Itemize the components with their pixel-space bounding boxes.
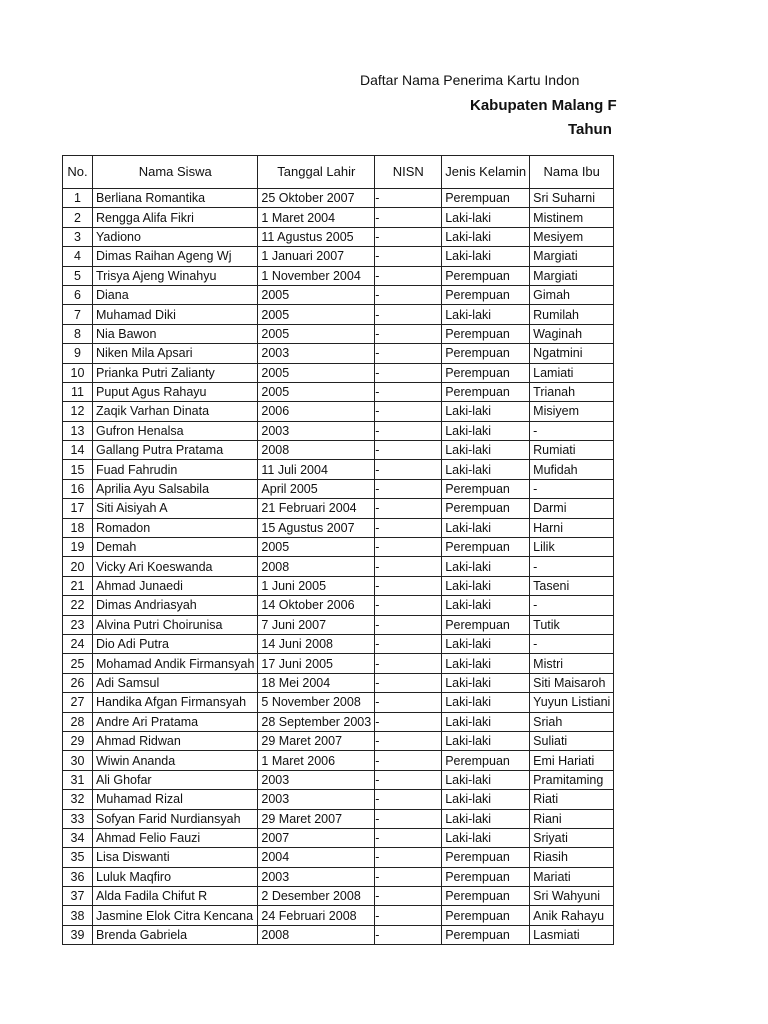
table-row	[63, 285, 614, 304]
row-number: 1	[63, 189, 93, 208]
table-row	[63, 673, 614, 692]
row-number: 33	[63, 809, 93, 828]
row-number: 13	[63, 421, 93, 440]
nama-siswa-cell: Yadiono	[93, 227, 258, 246]
nama-ibu-cell: Gimah	[530, 285, 614, 304]
nama-ibu-cell: Mariati	[530, 867, 614, 886]
nama-ibu-cell: Suliati	[530, 731, 614, 750]
nisn-cell: -	[375, 925, 442, 944]
jenis-kelamin-cell: Perempuan	[442, 363, 530, 382]
jenis-kelamin-cell: Laki-laki	[442, 421, 530, 440]
row-number: 8	[63, 324, 93, 343]
nisn-cell: -	[375, 557, 442, 576]
tanggal-lahir-cell: 2005	[258, 324, 375, 343]
tanggal-lahir-cell: 2003	[258, 344, 375, 363]
nama-siswa-cell: Brenda Gabriela	[93, 925, 258, 944]
row-number: 28	[63, 712, 93, 731]
row-number: 36	[63, 867, 93, 886]
tanggal-lahir-cell: 2003	[258, 790, 375, 809]
nama-ibu-cell: Ngatmini	[530, 344, 614, 363]
table-row	[63, 460, 614, 479]
nama-siswa-cell: Demah	[93, 538, 258, 557]
tanggal-lahir-cell: 24 Februari 2008	[258, 906, 375, 925]
nisn-cell: -	[375, 363, 442, 382]
table-row	[63, 441, 614, 460]
table-row	[63, 770, 614, 789]
tanggal-lahir-cell: 15 Agustus 2007	[258, 518, 375, 537]
column-header-no: No.	[63, 156, 93, 189]
tanggal-lahir-cell: 2008	[258, 441, 375, 460]
row-number: 27	[63, 693, 93, 712]
row-number: 37	[63, 887, 93, 906]
nisn-cell: -	[375, 247, 442, 266]
nisn-cell: -	[375, 189, 442, 208]
nisn-cell: -	[375, 460, 442, 479]
tanggal-lahir-cell: 2005	[258, 285, 375, 304]
nama-ibu-cell: Siti Maisaroh	[530, 673, 614, 692]
nama-ibu-cell: Riani	[530, 809, 614, 828]
tanggal-lahir-cell: 21 Februari 2004	[258, 499, 375, 518]
row-number: 12	[63, 402, 93, 421]
jenis-kelamin-cell: Perempuan	[442, 751, 530, 770]
nama-siswa-cell: Wiwin Ananda	[93, 751, 258, 770]
nama-siswa-cell: Aprilia Ayu Salsabila	[93, 479, 258, 498]
tanggal-lahir-cell: 2008	[258, 557, 375, 576]
jenis-kelamin-cell: Perempuan	[442, 479, 530, 498]
nisn-cell: -	[375, 770, 442, 789]
table-row	[63, 402, 614, 421]
tanggal-lahir-cell: 2 Desember 2008	[258, 887, 375, 906]
table-row	[63, 363, 614, 382]
row-number: 34	[63, 828, 93, 847]
jenis-kelamin-cell: Laki-laki	[442, 673, 530, 692]
nama-siswa-cell: Ali Ghofar	[93, 770, 258, 789]
tanggal-lahir-cell: 2003	[258, 867, 375, 886]
table-row	[63, 790, 614, 809]
nisn-cell: -	[375, 887, 442, 906]
jenis-kelamin-cell: Perempuan	[442, 887, 530, 906]
jenis-kelamin-cell: Laki-laki	[442, 828, 530, 847]
nama-siswa-cell: Andre Ari Pratama	[93, 712, 258, 731]
table-row	[63, 305, 614, 324]
nisn-cell: -	[375, 402, 442, 421]
nisn-cell: -	[375, 906, 442, 925]
nama-ibu-cell: Sriah	[530, 712, 614, 731]
table-body	[63, 189, 614, 945]
table-row	[63, 557, 614, 576]
jenis-kelamin-cell: Perempuan	[442, 266, 530, 285]
nama-siswa-cell: Dimas Raihan Ageng Wj	[93, 247, 258, 266]
nama-ibu-cell: Rumilah	[530, 305, 614, 324]
column-header-nisn: NISN	[375, 156, 442, 189]
jenis-kelamin-cell: Perempuan	[442, 344, 530, 363]
tanggal-lahir-cell: 2005	[258, 363, 375, 382]
nama-ibu-cell: Pramitaming	[530, 770, 614, 789]
nama-ibu-cell: Lamiati	[530, 363, 614, 382]
nama-ibu-cell: Misiyem	[530, 402, 614, 421]
tanggal-lahir-cell: 29 Maret 2007	[258, 809, 375, 828]
tanggal-lahir-cell: 1 Januari 2007	[258, 247, 375, 266]
tanggal-lahir-cell: 17 Juni 2005	[258, 654, 375, 673]
tanggal-lahir-cell: 1 November 2004	[258, 266, 375, 285]
nama-siswa-cell: Mohamad Andik Firmansyah	[93, 654, 258, 673]
nisn-cell: -	[375, 848, 442, 867]
row-number: 5	[63, 266, 93, 285]
tanggal-lahir-cell: 11 Agustus 2005	[258, 227, 375, 246]
nama-siswa-cell: Berliana Romantika	[93, 189, 258, 208]
nama-ibu-cell: Darmi	[530, 499, 614, 518]
nisn-cell: -	[375, 421, 442, 440]
nama-siswa-cell: Ahmad Felio Fauzi	[93, 828, 258, 847]
table-row	[63, 887, 614, 906]
nama-ibu-cell: -	[530, 421, 614, 440]
tanggal-lahir-cell: 14 Oktober 2006	[258, 596, 375, 615]
nama-siswa-cell: Jasmine Elok Citra Kencana	[93, 906, 258, 925]
tanggal-lahir-cell: 5 November 2008	[258, 693, 375, 712]
row-number: 9	[63, 344, 93, 363]
nama-ibu-cell: Mistinem	[530, 208, 614, 227]
jenis-kelamin-cell: Laki-laki	[442, 305, 530, 324]
nama-siswa-cell: Niken Mila Apsari	[93, 344, 258, 363]
tanggal-lahir-cell: 28 September 2003	[258, 712, 375, 731]
nama-siswa-cell: Fuad Fahrudin	[93, 460, 258, 479]
table-row	[63, 654, 614, 673]
nama-siswa-cell: Puput Agus Rahayu	[93, 382, 258, 401]
jenis-kelamin-cell: Perempuan	[442, 285, 530, 304]
jenis-kelamin-cell: Laki-laki	[442, 731, 530, 750]
tanggal-lahir-cell: 11 Juli 2004	[258, 460, 375, 479]
nama-siswa-cell: Dio Adi Putra	[93, 634, 258, 653]
jenis-kelamin-cell: Perempuan	[442, 189, 530, 208]
nama-ibu-cell: Margiati	[530, 266, 614, 285]
nama-ibu-cell: Sri Wahyuni	[530, 887, 614, 906]
nama-ibu-cell: Rumiati	[530, 441, 614, 460]
tanggal-lahir-cell: 2008	[258, 925, 375, 944]
nama-ibu-cell: Yuyun Listiani	[530, 693, 614, 712]
row-number: 10	[63, 363, 93, 382]
nisn-cell: -	[375, 285, 442, 304]
jenis-kelamin-cell: Perempuan	[442, 499, 530, 518]
tanggal-lahir-cell: April 2005	[258, 479, 375, 498]
tanggal-lahir-cell: 1 Maret 2004	[258, 208, 375, 227]
tanggal-lahir-cell: 18 Mei 2004	[258, 673, 375, 692]
tanggal-lahir-cell: 25 Oktober 2007	[258, 189, 375, 208]
nama-ibu-cell: -	[530, 634, 614, 653]
nisn-cell: -	[375, 227, 442, 246]
table-row	[63, 596, 614, 615]
nama-ibu-cell: Taseni	[530, 576, 614, 595]
nama-siswa-cell: Ahmad Ridwan	[93, 731, 258, 750]
jenis-kelamin-cell: Laki-laki	[442, 809, 530, 828]
table-row	[63, 828, 614, 847]
table-row	[63, 925, 614, 944]
row-number: 17	[63, 499, 93, 518]
row-number: 18	[63, 518, 93, 537]
jenis-kelamin-cell: Laki-laki	[442, 712, 530, 731]
nisn-cell: -	[375, 208, 442, 227]
nama-ibu-cell: Harni	[530, 518, 614, 537]
table-row	[63, 324, 614, 343]
row-number: 3	[63, 227, 93, 246]
table-row	[63, 479, 614, 498]
jenis-kelamin-cell: Perempuan	[442, 925, 530, 944]
row-number: 2	[63, 208, 93, 227]
table-row	[63, 247, 614, 266]
nisn-cell: -	[375, 324, 442, 343]
tanggal-lahir-cell: 14 Juni 2008	[258, 634, 375, 653]
nama-siswa-cell: Muhamad Rizal	[93, 790, 258, 809]
row-number: 35	[63, 848, 93, 867]
table-row	[63, 731, 614, 750]
nisn-cell: -	[375, 266, 442, 285]
jenis-kelamin-cell: Laki-laki	[442, 518, 530, 537]
tanggal-lahir-cell: 2004	[258, 848, 375, 867]
table-row	[63, 266, 614, 285]
nama-ibu-cell: -	[530, 479, 614, 498]
nama-siswa-cell: Sofyan Farid Nurdiansyah	[93, 809, 258, 828]
row-number: 38	[63, 906, 93, 925]
nisn-cell: -	[375, 712, 442, 731]
nama-siswa-cell: Handika Afgan Firmansyah	[93, 693, 258, 712]
nama-siswa-cell: Lisa Diswanti	[93, 848, 258, 867]
jenis-kelamin-cell: Perempuan	[442, 615, 530, 634]
tanggal-lahir-cell: 2005	[258, 305, 375, 324]
row-number: 11	[63, 382, 93, 401]
nisn-cell: -	[375, 538, 442, 557]
recipient-table	[62, 155, 614, 945]
column-header-jenis-kelamin: Jenis Kelamin	[442, 156, 530, 189]
nama-ibu-cell: Waginah	[530, 324, 614, 343]
table-row	[63, 809, 614, 828]
jenis-kelamin-cell: Laki-laki	[442, 576, 530, 595]
nisn-cell: -	[375, 596, 442, 615]
nama-ibu-cell: Lasmiati	[530, 925, 614, 944]
nisn-cell: -	[375, 518, 442, 537]
nisn-cell: -	[375, 305, 442, 324]
row-number: 15	[63, 460, 93, 479]
jenis-kelamin-cell: Laki-laki	[442, 693, 530, 712]
nama-siswa-cell: Gufron Henalsa	[93, 421, 258, 440]
jenis-kelamin-cell: Perempuan	[442, 867, 530, 886]
jenis-kelamin-cell: Laki-laki	[442, 247, 530, 266]
nama-siswa-cell: Rengga Alifa Fikri	[93, 208, 258, 227]
nisn-cell: -	[375, 828, 442, 847]
row-number: 24	[63, 634, 93, 653]
jenis-kelamin-cell: Laki-laki	[442, 596, 530, 615]
nama-ibu-cell: -	[530, 596, 614, 615]
row-number: 22	[63, 596, 93, 615]
nama-siswa-cell: Nia Bawon	[93, 324, 258, 343]
table-row	[63, 344, 614, 363]
nama-ibu-cell: Sriyati	[530, 828, 614, 847]
nisn-cell: -	[375, 344, 442, 363]
nisn-cell: -	[375, 654, 442, 673]
nama-ibu-cell: Emi Hariati	[530, 751, 614, 770]
nama-ibu-cell: Mistri	[530, 654, 614, 673]
nisn-cell: -	[375, 441, 442, 460]
table-row	[63, 634, 614, 653]
nama-ibu-cell: Margiati	[530, 247, 614, 266]
table-row	[63, 693, 614, 712]
nama-siswa-cell: Luluk Maqfiro	[93, 867, 258, 886]
row-number: 16	[63, 479, 93, 498]
nama-ibu-cell: Riasih	[530, 848, 614, 867]
nisn-cell: -	[375, 809, 442, 828]
tanggal-lahir-cell: 2007	[258, 828, 375, 847]
column-header-tanggal-lahir: Tanggal Lahir	[258, 156, 375, 189]
nama-siswa-cell: Siti Aisiyah A	[93, 499, 258, 518]
jenis-kelamin-cell: Perempuan	[442, 848, 530, 867]
tanggal-lahir-cell: 2005	[258, 538, 375, 557]
nama-ibu-cell: Trianah	[530, 382, 614, 401]
nisn-cell: -	[375, 790, 442, 809]
nisn-cell: -	[375, 615, 442, 634]
row-number: 19	[63, 538, 93, 557]
jenis-kelamin-cell: Laki-laki	[442, 208, 530, 227]
document-subtitle-year: Tahun	[568, 121, 612, 138]
table-row	[63, 189, 614, 208]
nama-siswa-cell: Diana	[93, 285, 258, 304]
table-row	[63, 906, 614, 925]
nisn-cell: -	[375, 731, 442, 750]
nisn-cell: -	[375, 693, 442, 712]
nisn-cell: -	[375, 479, 442, 498]
tanggal-lahir-cell: 2003	[258, 770, 375, 789]
jenis-kelamin-cell: Laki-laki	[442, 227, 530, 246]
nama-siswa-cell: Adi Samsul	[93, 673, 258, 692]
table-row	[63, 615, 614, 634]
nama-siswa-cell: Alvina Putri Choirunisa	[93, 615, 258, 634]
jenis-kelamin-cell: Perempuan	[442, 382, 530, 401]
jenis-kelamin-cell: Laki-laki	[442, 770, 530, 789]
nama-siswa-cell: Romadon	[93, 518, 258, 537]
nama-siswa-cell: Vicky Ari Koeswanda	[93, 557, 258, 576]
table-row	[63, 538, 614, 557]
row-number: 4	[63, 247, 93, 266]
table-row	[63, 848, 614, 867]
nisn-cell: -	[375, 499, 442, 518]
nama-ibu-cell: Sri Suharni	[530, 189, 614, 208]
nama-ibu-cell: Lilik	[530, 538, 614, 557]
nama-ibu-cell: Mufidah	[530, 460, 614, 479]
row-number: 39	[63, 925, 93, 944]
nisn-cell: -	[375, 576, 442, 595]
nama-siswa-cell: Gallang Putra Pratama	[93, 441, 258, 460]
row-number: 31	[63, 770, 93, 789]
table-row	[63, 751, 614, 770]
row-number: 14	[63, 441, 93, 460]
tanggal-lahir-cell: 7 Juni 2007	[258, 615, 375, 634]
table-row	[63, 227, 614, 246]
tanggal-lahir-cell: 2006	[258, 402, 375, 421]
tanggal-lahir-cell: 1 Juni 2005	[258, 576, 375, 595]
table-row	[63, 499, 614, 518]
tanggal-lahir-cell: 29 Maret 2007	[258, 731, 375, 750]
nama-siswa-cell: Ahmad Junaedi	[93, 576, 258, 595]
nama-siswa-cell: Dimas Andriasyah	[93, 596, 258, 615]
nama-siswa-cell: Alda Fadila Chifut R	[93, 887, 258, 906]
table-row	[63, 518, 614, 537]
tanggal-lahir-cell: 2005	[258, 382, 375, 401]
nama-siswa-cell: Muhamad Diki	[93, 305, 258, 324]
nama-siswa-cell: Prianka Putri Zalianty	[93, 363, 258, 382]
row-number: 20	[63, 557, 93, 576]
nama-ibu-cell: Mesiyem	[530, 227, 614, 246]
nama-ibu-cell: -	[530, 557, 614, 576]
nisn-cell: -	[375, 673, 442, 692]
document-title: Daftar Nama Penerima Kartu Indon	[360, 72, 580, 88]
column-header-nama-ibu: Nama Ibu	[530, 156, 614, 189]
row-number: 29	[63, 731, 93, 750]
table-header-row	[63, 156, 614, 189]
nisn-cell: -	[375, 382, 442, 401]
jenis-kelamin-cell: Perempuan	[442, 324, 530, 343]
jenis-kelamin-cell: Perempuan	[442, 906, 530, 925]
nama-ibu-cell: Riati	[530, 790, 614, 809]
table-row	[63, 712, 614, 731]
row-number: 6	[63, 285, 93, 304]
row-number: 21	[63, 576, 93, 595]
document-subtitle-region: Kabupaten Malang F	[470, 97, 617, 114]
jenis-kelamin-cell: Laki-laki	[442, 790, 530, 809]
nisn-cell: -	[375, 867, 442, 886]
jenis-kelamin-cell: Laki-laki	[442, 441, 530, 460]
row-number: 30	[63, 751, 93, 770]
nisn-cell: -	[375, 634, 442, 653]
jenis-kelamin-cell: Laki-laki	[442, 402, 530, 421]
table-row	[63, 382, 614, 401]
row-number: 26	[63, 673, 93, 692]
row-number: 7	[63, 305, 93, 324]
table-row	[63, 208, 614, 227]
nama-ibu-cell: Anik Rahayu	[530, 906, 614, 925]
row-number: 25	[63, 654, 93, 673]
row-number: 32	[63, 790, 93, 809]
jenis-kelamin-cell: Laki-laki	[442, 557, 530, 576]
nama-ibu-cell: Tutik	[530, 615, 614, 634]
tanggal-lahir-cell: 2003	[258, 421, 375, 440]
table-row	[63, 867, 614, 886]
column-header-nama-siswa: Nama Siswa	[93, 156, 258, 189]
nisn-cell: -	[375, 751, 442, 770]
row-number: 23	[63, 615, 93, 634]
table-row	[63, 576, 614, 595]
jenis-kelamin-cell: Laki-laki	[442, 634, 530, 653]
tanggal-lahir-cell: 1 Maret 2006	[258, 751, 375, 770]
jenis-kelamin-cell: Perempuan	[442, 538, 530, 557]
table-row	[63, 421, 614, 440]
nama-siswa-cell: Trisya Ajeng Winahyu	[93, 266, 258, 285]
jenis-kelamin-cell: Laki-laki	[442, 654, 530, 673]
nama-siswa-cell: Zaqik Varhan Dinata	[93, 402, 258, 421]
jenis-kelamin-cell: Laki-laki	[442, 460, 530, 479]
